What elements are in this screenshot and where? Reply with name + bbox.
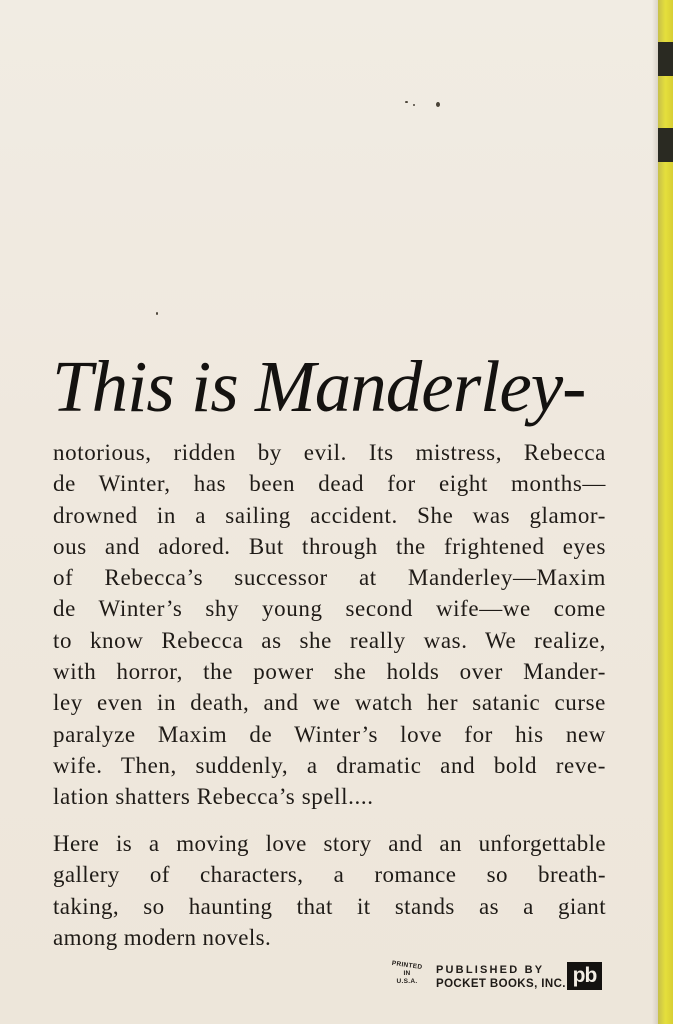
paper-speck	[413, 104, 415, 106]
published-by-label: PUBLISHED BY	[436, 964, 545, 976]
publisher-name: POCKET BOOKS, INC.	[436, 978, 566, 990]
blurb-line: with horror, the power she holds over Mander-	[53, 659, 606, 685]
pocket-books-logo: pb	[567, 962, 602, 990]
printed-country-label: U.S.A.	[396, 978, 418, 985]
blurb-line: among modern novels.	[53, 924, 272, 950]
spine-band-top	[658, 42, 673, 76]
blurb-paragraph-2	[53, 828, 606, 953]
paper-speck	[405, 101, 408, 103]
publisher-imprint	[384, 959, 604, 992]
headline: This is Manderley-	[52, 346, 586, 427]
blurb-line: lation shatters Rebecca’s spell....	[53, 784, 374, 810]
blurb-line: taking, so haunting that it stands as a giant	[53, 893, 606, 919]
blurb-line: ley even in death, and we watch her satanic curse	[53, 690, 606, 716]
blurb-line: paralyze Maxim de Winter’s love for his new	[53, 721, 606, 747]
paper-speck	[156, 312, 158, 315]
blurb-line: de Winter’s shy young second wife—we come	[53, 596, 606, 622]
blurb-paragraph-1	[53, 437, 606, 813]
blurb-line: gallery of characters, a romance so breath-	[53, 862, 606, 888]
paper-speck	[436, 102, 440, 107]
published-by-block	[436, 963, 566, 991]
blurb-line: Here is a moving love story and an unforgettable	[53, 831, 606, 856]
blurb-line: wife. Then, suddenly, a dramatic and bold reve-	[53, 752, 606, 778]
spine-band-bottom	[658, 128, 673, 162]
printed-in-usa	[384, 959, 430, 986]
blurb-line: drowned in a sailing accident. She was glamor-	[53, 502, 606, 528]
printed-in-label: IN	[403, 970, 411, 977]
blurb-line: notorious, ridden by evil. Its mistress, Rebecca	[53, 440, 606, 465]
blurb-line: ous and adored. But through the frightened eyes	[53, 533, 606, 559]
blurb-line: to know Rebecca as she really was. We realize,	[53, 627, 606, 653]
printed-label: PRINTED	[391, 959, 423, 972]
blurb-line: of Rebecca’s successor at Manderley—Maxim	[53, 565, 606, 591]
blurb-line: de Winter, has been dead for eight months—	[53, 471, 606, 497]
